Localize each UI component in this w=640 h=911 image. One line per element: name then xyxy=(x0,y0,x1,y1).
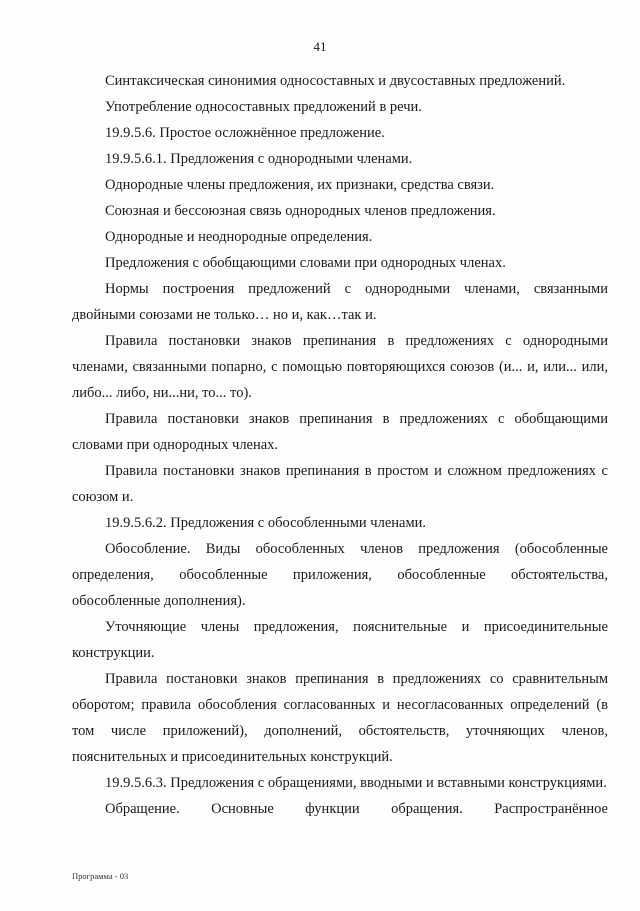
paragraph: 19.9.5.6.3. Предложения с обращениями, вводными и вставными конструкциями. xyxy=(105,775,607,791)
paragraph: Употребление односоставных предложений в речи. xyxy=(105,99,422,115)
footer-label: Программа - 03 xyxy=(72,871,129,881)
paragraph: 19.9.5.6.2. Предложения с обособленными членами. xyxy=(105,515,427,531)
paragraph: Правила постановки знаков препинания в простом и сложном предложениях с союзом и. xyxy=(72,463,608,505)
document-body xyxy=(72,68,608,822)
paragraph: Обособление. Виды обособленных членов предложения (обособленные определения, обособленные приложения, обособленные обстоятельства, обособленные дополнения). xyxy=(72,541,608,609)
paragraph: Однородные члены предложения, их признаки, средства связи. xyxy=(105,177,495,193)
paragraph: Правила постановки знаков препинания в предложениях с обобщающими словами при однородных членах. xyxy=(72,411,608,453)
paragraph: Союзная и бессоюзная связь однородных членов предложения. xyxy=(105,203,496,219)
paragraph: 19.9.5.6. Простое осложнённое предложение. xyxy=(105,125,385,141)
paragraph: Синтаксическая синонимия односоставных и двусоставных предложений. xyxy=(105,73,566,89)
paragraph: Обращение. Основные функции обращения. Распространённое xyxy=(105,801,608,817)
page-number: 41 xyxy=(313,39,327,54)
paragraph: Нормы построения предложений с однородными членами, связанными двойными союзами не только… но и, как…так и. xyxy=(72,281,608,323)
paragraph: Уточняющие члены предложения, пояснительные и присоединительные конструкции. xyxy=(72,619,608,661)
paragraph: Предложения с обобщающими словами при однородных членах. xyxy=(105,255,506,271)
paragraph: Правила постановки знаков препинания в предложениях со сравнительным оборотом; правила обособления согласованных и несогласованных определений (в том числе приложений), дополнений, обстоятельств, уточняющих членов, пояснительных и присоединительных конструкций. xyxy=(72,671,608,765)
paragraph: 19.9.5.6.1. Предложения с однородными членами. xyxy=(105,151,413,167)
paragraph: Однородные и неоднородные определения. xyxy=(105,229,373,245)
paragraph: Правила постановки знаков препинания в предложениях с однородными членами, связанными попарно, с помощью повторяющихся союзов (и... и, или... или, либо... либо, ни...ни, то... то). xyxy=(72,333,608,401)
